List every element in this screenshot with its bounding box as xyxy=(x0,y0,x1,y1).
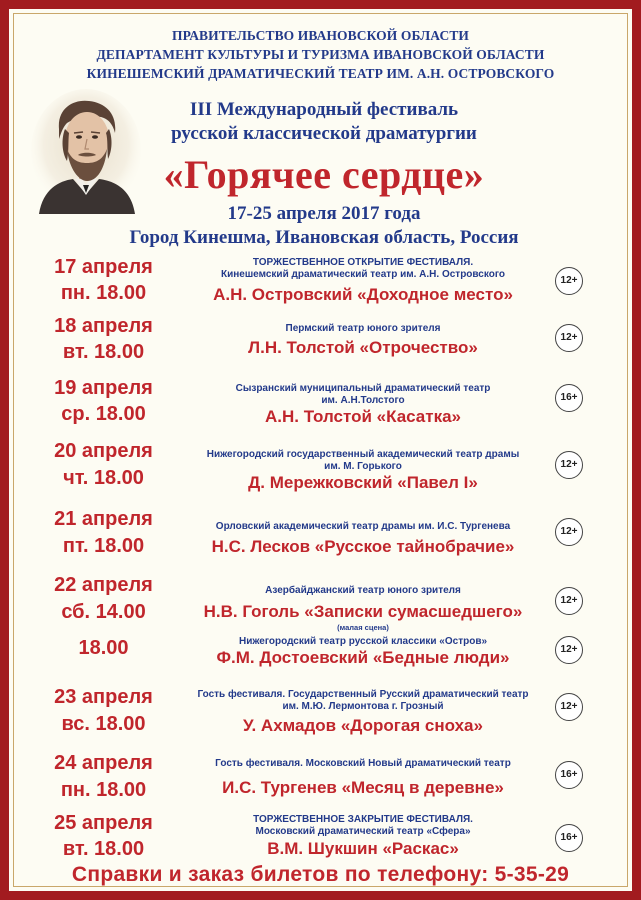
row-theater-line: ТОРЖЕСТВЕННОЕ ЗАКРЫТИЕ ФЕСТИВАЛЯ. xyxy=(253,814,473,825)
row-date: 18 апреля xyxy=(54,315,153,337)
row-time: пт. 18.00 xyxy=(62,535,145,557)
row-theater-line: Пермский театр юного зрителя xyxy=(285,323,441,334)
org-line-department: ДЕПАРТАМЕНТ КУЛЬТУРЫ И ТУРИЗМА ИВАНОВСКОЙ ОБЛАСТИ xyxy=(96,47,545,62)
row-play: Н.В. Гоголь «Записки сумасшедшего» xyxy=(203,602,523,621)
row-theater-line: Орловский академический театр драмы им. И.С. Тургенева xyxy=(215,521,511,532)
row-date: 17 апреля xyxy=(54,256,153,278)
row-play: А.Н. Островский «Доходное место» xyxy=(213,285,513,304)
row-theater-line: Азербайджанский театр юного зрителя xyxy=(265,585,461,596)
org-line-theater: КИНЕШЕМСКИЙ ДРАМАТИЧЕСКИЙ ТЕАТР ИМ. А.Н. ОСТРОВСКОГО xyxy=(86,66,555,81)
row-play: Ф.М. Достоевский «Бедные люди» xyxy=(216,648,510,667)
row-theater-line: Гость фестиваля. Московский Новый драматический театр xyxy=(215,758,511,769)
festival-subtitle-line1: III Международный фестиваль xyxy=(189,99,459,120)
row-date: 22 апреля xyxy=(54,574,153,596)
row-date: 19 апреля xyxy=(54,377,153,399)
row-play: Д. Мережковский «Павел I» xyxy=(248,473,478,492)
row-date: 21 апреля xyxy=(54,508,153,530)
age-rating-badge: 12+ xyxy=(555,324,583,352)
row-time: вт. 18.00 xyxy=(62,341,145,363)
row-theater-line: им. М.Ю. Лермонтова г. Грозный xyxy=(282,701,444,712)
row-theater-line: Нижегородский государственный академический театр драмы xyxy=(206,449,520,460)
row-time: вс. 18.00 xyxy=(61,713,146,735)
age-rating-badge: 12+ xyxy=(555,267,583,295)
row-time: чт. 18.00 xyxy=(63,467,144,489)
festival-location: Город Кинешма, Ивановская область, Россия xyxy=(129,227,519,248)
row-time: пн. 18.00 xyxy=(60,779,147,801)
festival-subtitle-line2: русской классической драматургии xyxy=(171,123,477,144)
row-time: сб. 14.00 xyxy=(61,601,146,623)
ticket-contact-line: Справки и заказ билетов по телефону: 5-35-29 xyxy=(71,863,570,886)
age-rating-badge: 16+ xyxy=(555,384,583,412)
row-theater-line: им. М. Горького xyxy=(324,461,402,472)
row-theater-line: Нижегородский театр русской классики «Остров» xyxy=(238,636,488,647)
row-date: 20 апреля xyxy=(54,440,153,462)
row-theater-line: Кинешемский драматический театр им. А.Н. Островского xyxy=(220,269,505,280)
row-play: У. Ахмадов «Дорогая сноха» xyxy=(243,716,483,735)
playwright-portrait xyxy=(31,89,141,214)
row-date: 24 апреля xyxy=(54,752,153,774)
row-play: Л.Н. Толстой «Отрочество» xyxy=(248,338,478,357)
festival-dates: 17-25 апреля 2017 года xyxy=(227,203,421,224)
row-theater-line: ТОРЖЕСТВЕННОЕ ОТКРЫТИЕ ФЕСТИВАЛЯ. xyxy=(252,257,474,268)
row-play: А.Н. Толстой «Касатка» xyxy=(264,407,462,426)
row-play: И.С. Тургенев «Месяц в деревне» xyxy=(222,778,504,797)
row-time: ср. 18.00 xyxy=(61,403,146,425)
festival-title: «Горячее сердце» xyxy=(163,152,485,197)
row-theater-line: Московский драматический театр «Сфера» xyxy=(255,826,471,837)
row-play: В.М. Шукшин «Раскас» xyxy=(267,839,459,858)
org-line-government: ПРАВИТЕЛЬСТВО ИВАНОВСКОЙ ОБЛАСТИ xyxy=(171,28,470,43)
age-rating-badge: 12+ xyxy=(555,518,583,546)
age-rating-badge: 12+ xyxy=(555,693,583,721)
age-rating-badge: 16+ xyxy=(555,824,583,852)
row-time: пн. 18.00 xyxy=(60,282,147,304)
row-date: 25 апреля xyxy=(54,812,153,834)
row-theater-line: Гость фестиваля. Государственный Русский драматический театр xyxy=(197,689,529,700)
row-stage-note: (малая сцена) xyxy=(337,623,389,632)
age-rating-badge: 12+ xyxy=(555,451,583,479)
age-rating-badge: 12+ xyxy=(555,587,583,615)
row-date: 23 апреля xyxy=(54,686,153,708)
row-time: 18.00 xyxy=(78,637,129,659)
age-rating-badge: 16+ xyxy=(555,761,583,789)
row-play: Н.С. Лесков «Русское тайнобрачие» xyxy=(211,537,515,556)
age-rating-badge: 12+ xyxy=(555,636,583,664)
row-theater-line: им. А.Н.Толстого xyxy=(321,395,405,406)
row-time: вт. 18.00 xyxy=(62,838,145,860)
row-theater-line: Сызранский муниципальный драматический театр xyxy=(235,383,491,394)
